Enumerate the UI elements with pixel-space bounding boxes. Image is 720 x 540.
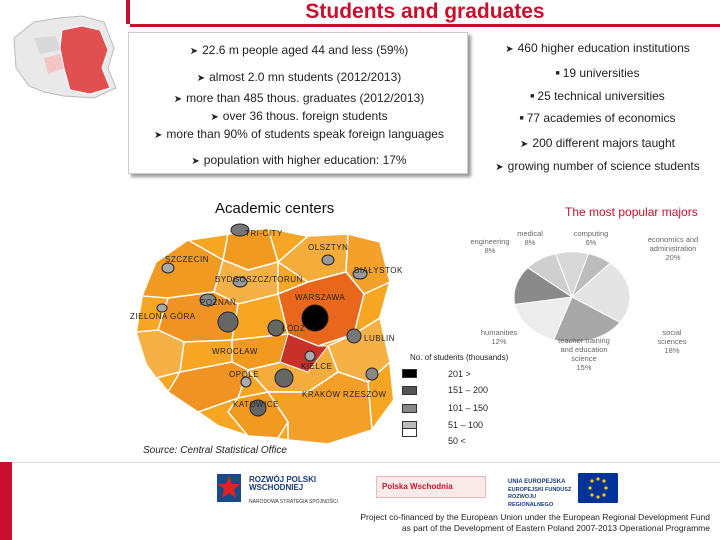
stat-line: ■ 25 technical universities bbox=[530, 89, 665, 103]
city-label-szczecin: SZCZECIN bbox=[165, 255, 209, 264]
funding-disclaimer: Project co-financed by the European Union under the European Regional Development Fund as part of the Development of Eastern Poland 2007-2013 Operational Programme bbox=[360, 512, 710, 533]
pie-label-engineering: engineering 8% bbox=[470, 237, 510, 255]
eu-flag-icon bbox=[578, 473, 618, 503]
arrow-bullet-icon: ➤ bbox=[189, 46, 199, 57]
page-title: Students and graduates bbox=[305, 0, 545, 23]
pie-label-computing: computing 6% bbox=[573, 229, 609, 247]
legend-label: 50 < bbox=[448, 436, 466, 446]
square-bullet-icon: ■ bbox=[555, 70, 560, 78]
city-label-lublin: LUBLIN bbox=[364, 334, 396, 343]
city-label-poznan: POZNAŃ bbox=[200, 298, 237, 307]
city-label-wroclaw: WROCŁAW bbox=[212, 347, 258, 356]
arrow-bullet-icon: ➤ bbox=[154, 130, 163, 141]
star-logo-icon bbox=[215, 470, 245, 506]
pie-label-humanities: humanities 12% bbox=[480, 328, 518, 346]
unia-europejska-logo: UNIA EUROPEJSKA EUROPEJSKI FUNDUSZ ROZWOJU REGIONALNEGO bbox=[508, 479, 572, 508]
stat-line: ➤ almost 2.0 mn students (2012/2013) bbox=[196, 70, 402, 84]
arrow-bullet-icon: ➤ bbox=[191, 156, 200, 167]
poland-locator-map bbox=[4, 8, 124, 103]
legend-swatch bbox=[402, 369, 417, 378]
stat-line: ➤ growing number of science students bbox=[495, 159, 700, 173]
city-label-lodz: ŁÓDŹ bbox=[282, 324, 306, 333]
legend-label: 51 – 100 bbox=[448, 420, 484, 430]
square-bullet-icon: ■ bbox=[530, 93, 535, 101]
city-label-kielce: KIELCE bbox=[301, 362, 333, 371]
header-underline bbox=[130, 24, 720, 27]
pie-label-teacher-training: teacher training and education science 15% bbox=[558, 336, 610, 372]
city-label-warszawa: WARSZAWA bbox=[295, 293, 346, 302]
stat-line: ➤ 22.6 m people aged 44 and less (59%) bbox=[189, 43, 409, 57]
legend-swatch bbox=[402, 386, 417, 395]
arrow-bullet-icon: ➤ bbox=[210, 112, 219, 123]
square-bullet-icon: ■ bbox=[519, 115, 524, 123]
city-label-rzeszow: RZESZÓW bbox=[343, 390, 387, 399]
city-label-opole: OPOLE bbox=[229, 370, 260, 379]
footer-red-strip bbox=[0, 462, 12, 540]
arrow-bullet-icon: ➤ bbox=[520, 139, 529, 150]
stat-line: ➤ population with higher education: 17% bbox=[191, 153, 407, 167]
stat-line: ➤ more than 90% of students speak foreign languages bbox=[154, 127, 444, 141]
stat-line: ■ 77 academies of economics bbox=[519, 111, 676, 125]
stat-line: ■ 19 universities bbox=[555, 66, 640, 80]
legend-label: 151 – 200 bbox=[448, 385, 489, 395]
rozwoj-polski-wschodniej-logo: ROZWÓJ POLSKI WSCHODNIEJ NARODOWA STRATEGIA SPÓJNOŚCI bbox=[215, 468, 340, 510]
pie-label-economics: economics and administration 20% bbox=[647, 235, 699, 262]
legend-swatch bbox=[402, 428, 417, 437]
city-label-bialystok: BIAŁYSTOK bbox=[354, 266, 403, 275]
city-label-katowice: KATOWICE bbox=[233, 400, 279, 409]
city-label-olsztyn: OLSZTYN bbox=[308, 243, 349, 252]
stat-line: ➤ over 36 thous. foreign students bbox=[210, 109, 388, 123]
stat-line: ➤ 460 higher education institutions bbox=[505, 41, 690, 55]
popular-majors-heading: The most popular majors bbox=[565, 205, 698, 219]
stat-line: ➤ 200 different majors taught bbox=[520, 136, 675, 150]
pie-label-medical: medical 8% bbox=[517, 229, 543, 247]
legend-swatch bbox=[402, 404, 417, 413]
arrow-bullet-icon: ➤ bbox=[505, 44, 514, 55]
institutions-stats-box bbox=[475, 32, 720, 184]
legend-title: No. of students (thousands) bbox=[410, 353, 509, 362]
academic-centers-heading: Academic centers bbox=[215, 200, 335, 217]
pie-label-social-sciences: social sciences 18% bbox=[657, 328, 687, 355]
polska-wschodnia-logo: Polska Wschodnia bbox=[376, 470, 496, 504]
population-stats-box bbox=[128, 32, 468, 174]
arrow-bullet-icon: ➤ bbox=[495, 162, 504, 173]
source-note: Source: Central Statistical Office bbox=[143, 445, 287, 456]
city-label-bydgoszcz-torun: BYDGOSZCZ/TORUŃ bbox=[215, 275, 303, 284]
legend-label: 101 – 150 bbox=[448, 403, 489, 413]
arrow-bullet-icon: ➤ bbox=[196, 73, 206, 84]
stat-line: ➤ more than 485 thous. graduates (2012/2013) bbox=[173, 91, 425, 105]
city-label-krakow: KRAKÓW bbox=[302, 390, 341, 399]
city-label-zielona-gora: ZIELONA GÓRA bbox=[130, 312, 196, 321]
legend-label: 201 > bbox=[448, 369, 471, 379]
arrow-bullet-icon: ➤ bbox=[173, 94, 183, 105]
city-label-tricity: TRI-CITY bbox=[245, 229, 283, 238]
